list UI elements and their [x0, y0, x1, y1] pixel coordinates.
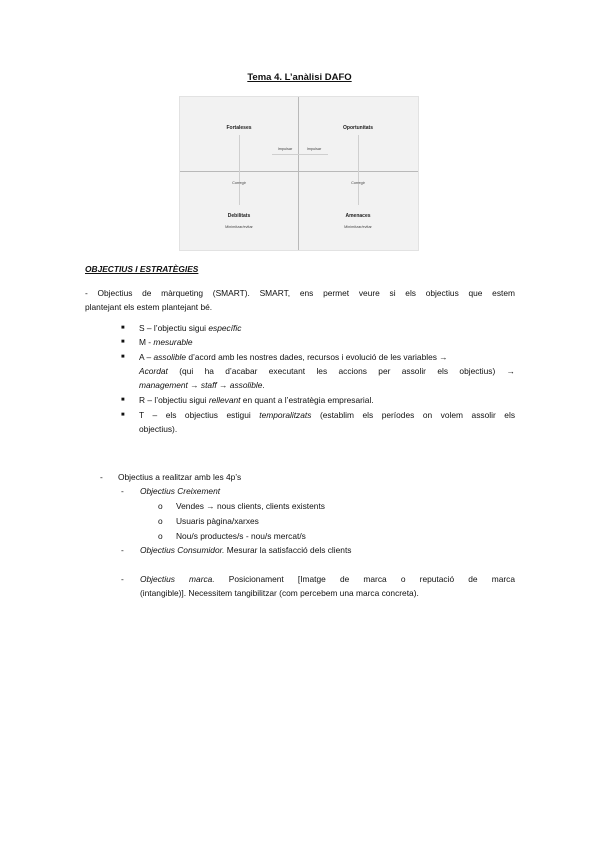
smart-a-line-2: Acordat (qui ha d’acabar executant les accions per assolir els objectius) →	[139, 366, 515, 376]
objective-growth: Objectius Creixement	[140, 486, 221, 496]
growth-item-users: Usuaris pàgina/xarxes	[176, 516, 259, 526]
quadrant-label-threats: Amenaces	[345, 213, 371, 219]
circle-marker: o	[158, 501, 163, 511]
objective-consumer: Objectius Consumidor. Mesurar la satisfacció dels clients	[140, 545, 352, 555]
bullet: ■	[121, 397, 125, 403]
quadrant-sub-right: Minimitzar/evitar	[344, 225, 372, 229]
quadrant-label-opportunities: Oportunitats	[343, 125, 373, 131]
quadrant-label-strengths: Fortaleses	[226, 125, 252, 131]
smart-item-t	[139, 408, 515, 436]
bullet: ■	[121, 412, 125, 418]
dash-marker: -	[100, 472, 103, 482]
mid-label-right: Corregir	[351, 181, 365, 185]
page-title: Tema 4. L’anàlisi DAFO	[247, 72, 352, 83]
smart-item-m: M - mesurable	[139, 337, 193, 347]
brand-line-1: Objectius marca. Posicionament [Imatge de marca o reputació de marca	[140, 574, 515, 584]
intro-paragraph	[85, 286, 515, 314]
objective-brand	[140, 572, 515, 600]
circle-marker: o	[158, 531, 163, 541]
dafo-diagram	[179, 96, 419, 251]
bullet: ■	[121, 325, 125, 331]
smart-t-line-2: objectius).	[139, 424, 178, 434]
circle-marker: o	[158, 516, 163, 526]
horizontal-arrow	[272, 154, 328, 155]
dash-marker: -	[121, 574, 124, 584]
vertical-divider	[298, 97, 299, 250]
right-vertical-arrow	[358, 135, 359, 205]
intro-line-1: - Objectius de màrqueting (SMART). SMART, ens permet veure si els objectius que estem	[85, 288, 515, 298]
quadrant-label-weaknesses: Debilitats	[227, 213, 251, 219]
left-vertical-arrow	[239, 135, 240, 205]
growth-item-sales: Vendes → nous clients, clients existents	[176, 501, 325, 511]
smart-item-s: S – l’objectiu sigui específic	[139, 323, 242, 333]
smart-item-r: R – l’objectiu sigui rellevant en quant a l’estratègia empresarial.	[139, 395, 374, 405]
dash-marker: -	[121, 486, 124, 496]
bullet: ■	[121, 339, 125, 345]
smart-item-a	[139, 350, 515, 392]
smart-t-line-1: T – els objectius estigui temporalitzats (establim els períodes on volem assolir els	[139, 410, 516, 420]
bullet: ■	[121, 354, 125, 360]
smart-a-line-3: management → staff → assolible.	[139, 380, 265, 390]
intro-line-2: plantejant els estem plantejant bé.	[85, 302, 213, 312]
brand-line-2: (intangible)]. Necessitem tangibilitzar (com percebem una marca concreta).	[140, 588, 419, 598]
section-heading: OBJECTIUS I ESTRATÈGIES	[85, 264, 199, 274]
smart-a-line-1: A – assolible d’acord amb les nostres dades, recursos i evolució de les variables →	[139, 352, 448, 362]
arrow-label-right: Impulsar	[306, 147, 322, 151]
mid-label-left: Corregir	[232, 181, 246, 185]
growth-item-products: Nou/s productes/s - nou/s mercat/s	[176, 531, 306, 541]
horizontal-divider	[180, 171, 418, 172]
quadrant-sub-left: Minimitzar/evitar	[225, 225, 253, 229]
arrow-label-left: Impulsar	[277, 147, 293, 151]
dash-marker: -	[121, 545, 124, 555]
four-p-heading: Objectius a realitzar amb les 4p’s	[118, 472, 242, 482]
